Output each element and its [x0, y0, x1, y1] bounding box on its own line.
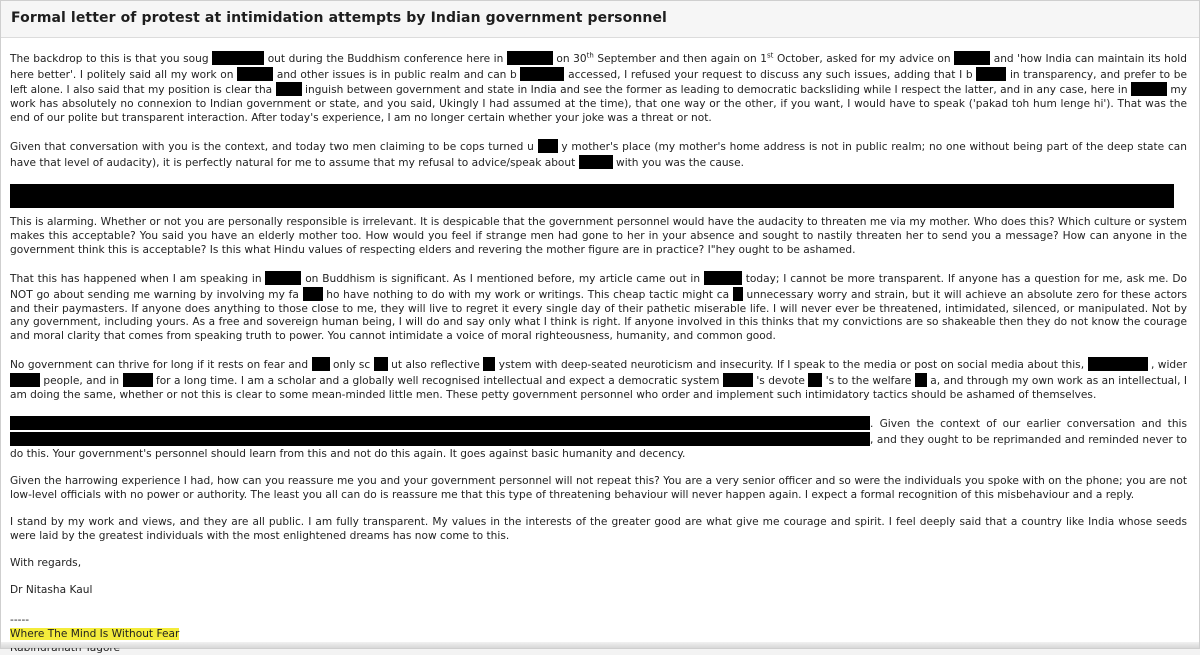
redaction-box [733, 287, 743, 301]
redaction-box [10, 432, 870, 446]
redaction-box [704, 271, 742, 285]
redaction-box [10, 373, 40, 387]
paragraph-alarming: This is alarming. Whether or not you are personally responsible is irrelevant. It is despicable that the government personnel would have the audacity to threaten me via my mother. Who does this? Which culture or system makes this acceptable? You said you have an elderly mother too. How would you feel if strange men had gone to her in your absence and sought to nastily threaten her to send you a message? How can anyone in the government think this is acceptable? Is this what Hindu values of respecting elders and revering the mother figure are in practice? I"hey ought to be ashamed. [10, 216, 1187, 256]
redaction-box [312, 357, 330, 371]
redaction-box [538, 139, 558, 153]
signature-separator: ----- [10, 614, 30, 627]
redaction-box [303, 287, 323, 301]
redaction-box [723, 373, 753, 387]
quote-title-highlight: Where The Mind Is Without Fear [10, 627, 180, 640]
title-bar [1, 1, 1199, 38]
redaction-box [10, 416, 870, 430]
redaction-box [483, 357, 495, 371]
redaction-box [976, 67, 1006, 81]
redaction-box [276, 82, 302, 96]
signature-name: Dr Nitasha Kaul [10, 584, 93, 597]
paragraph-stand: I stand by my work and views, and they are all public. I am fully transparent. My values in the interests of the greater good are what give me courage and spirit. I feel deeply said that a country like India whose seeds were laid by the greatest individuals with the most enlightened dreams has now come to this. [10, 515, 1187, 542]
redaction-box [374, 357, 388, 371]
redaction-box [579, 155, 613, 169]
paragraph-buddhism: That this has happened when I am speaking in on Buddhism is significant. As I mentioned before, my article came out in today; I cannot be more transparent. If anyone has a question for me, ask me. Do NOT go about sending me warning by involving my fa ho have nothing to do with my work or writings. This cheap tactic might ca unnecessary worry and strain, but it will achieve an absolute zero for these actors and their paymasters. If anyone does anything to those close to me, they will live to regret it every single day of their pathetic miserable life. I will never ever be threatened, intimidated, silenced, or manipulated. Not by any government, including yours. As a free and sovereign human being, I will do and say only what I think is right. If anyone involved in this thinks that my convictions are so shakeable then they do not know the courage and moral clarity that comes from speaking truth to power. You cannot intimidate a voice of moral righteousness, humanity, and common good. [10, 273, 1188, 342]
redaction-box [212, 51, 264, 65]
redaction-box [123, 373, 153, 387]
redaction-box [1131, 82, 1167, 96]
redaction-box [507, 51, 553, 65]
redaction-box [808, 373, 822, 387]
document-title: Formal letter of protest at intimidation attempts by Indian government personnel [11, 10, 667, 26]
paragraph-backdrop: The backdrop to this is that you soug out during the Buddhism conference here in on 30th September and then again on 1st October, asked for my advice on and 'how India can maintain its hold here better'. I politely said all my work on and other issues is in public realm and can b accessed, I refused your request to discuss any such issues, adding that I b in transparency, and prefer to be left alone. I also said that my position is clear tha inguish between government and state in India and see the former as leading to democratic backsliding while I respect the latter, and in any case, here in my work has absolutely no connexion to Indian government or state, and you said, Ukingly I had assumed at the time), that one way or the other, if you want, I would have to speak ('pakad toh hum lenge hi'). That was the end of our polite but transparent interaction. After today's experience, I am no longer certain whether your joke was a threat or not. [10, 51, 1188, 124]
redaction-box [1088, 357, 1148, 371]
redaction-box [237, 67, 273, 81]
paragraph-no-government: No government can thrive for long if it rests on fear and only sc ut also reflective ystem with deep-seated neuroticism and insecurity. If I speak to the media or post on social media about this, , wider people, and in for a long time. I am a scholar and a globally well recognised intellectual and expect a democratic system 's devote 's to the welfare a, and through my own work as an intellectual, I am doing the same, whether or not this is clear to some mean-minded little men. These petty government personnel who order and implement such intimidatory tactics should be ashamed of themselves. [10, 359, 1188, 401]
redaction-box [265, 271, 301, 285]
redaction-box [520, 67, 564, 81]
redacted-block [10, 184, 1174, 208]
paragraph-reassure: Given the harrowing experience I had, how can you reassure me you and your government personnel will not repeat this? You are a very senior officer and so were the individuals you spoke with on the phone; you are not low-level officials with no power or authority. The least you all can do is reassure me that this type of threatening behaviour will never happen again. I expect a formal recognition of this misbehaviour and a reply. [10, 474, 1187, 501]
bottom-edge-shadow [1, 642, 1199, 648]
redaction-box [915, 373, 927, 387]
letter-body [10, 51, 1187, 655]
paragraph-context: Given that conversation with you is the context, and today two men claiming to be cops turned u y mother's place (my mother's home address is not in public realm; no one without being part of the deep state can have that level of audacity), it is perfectly natural for me to assume that my refusal to advice/speak about with you was the cause. [10, 141, 1188, 169]
paragraph-reprimand: . Given the context of our earlier conversation and this , and they ought to be reprimanded and reminded never to do this. Your government's personnel should learn from this and not do this again. It goes against basic humanity and decency. [10, 418, 1187, 460]
redaction-box [954, 51, 990, 65]
closing-line: With regards, [10, 557, 82, 570]
